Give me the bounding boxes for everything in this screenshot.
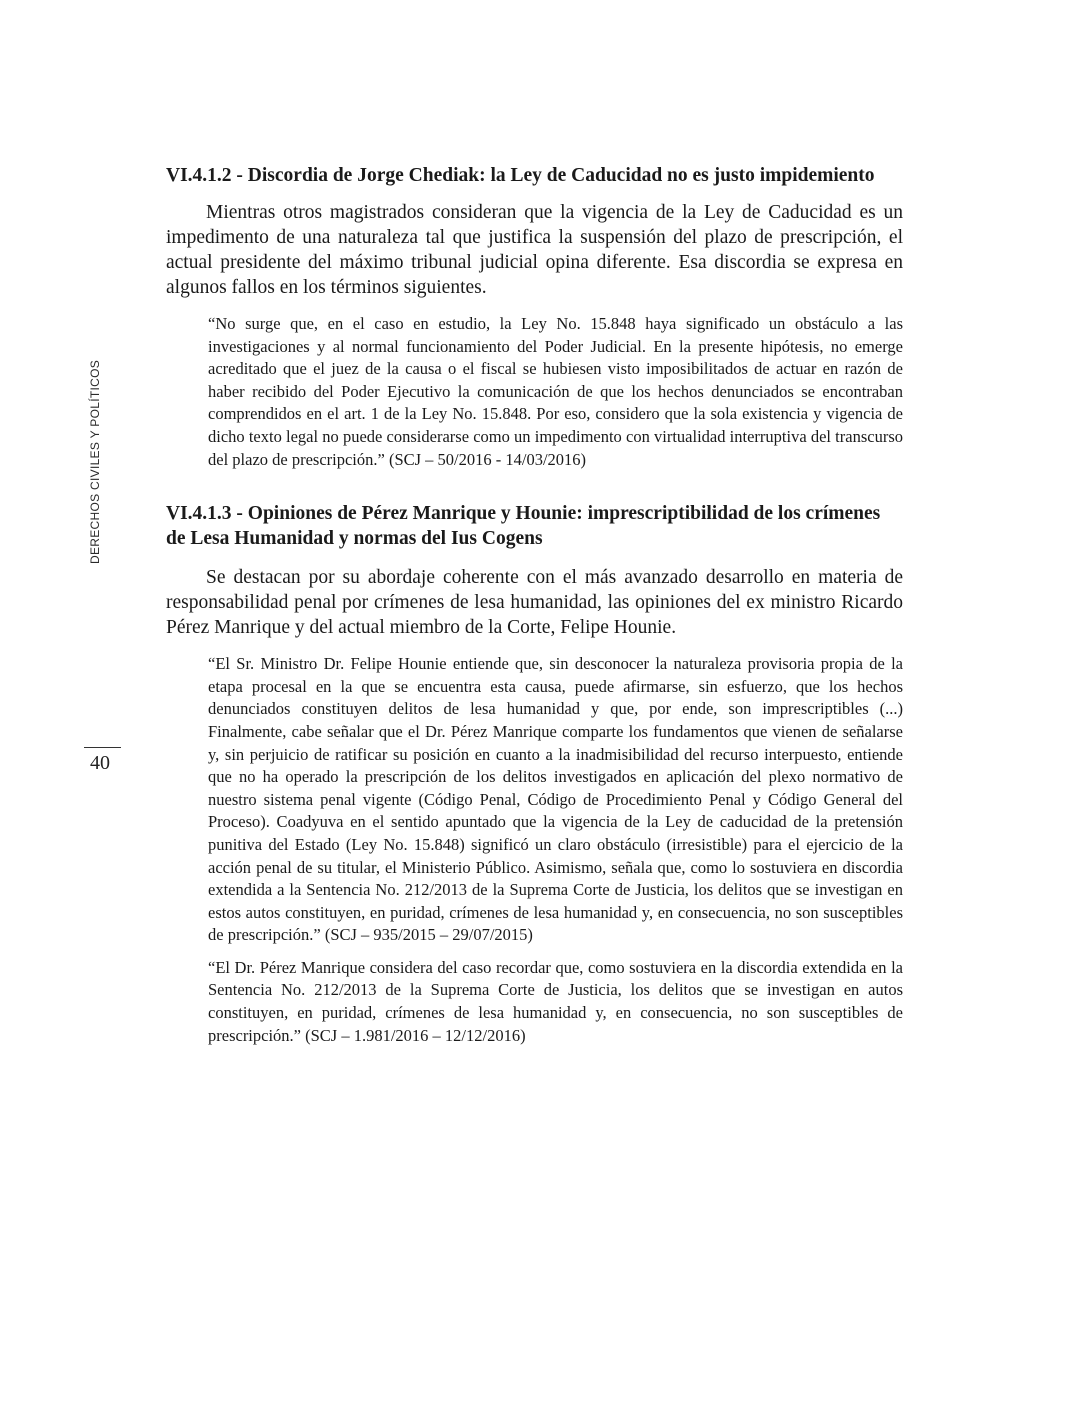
page-number-rule bbox=[84, 747, 121, 748]
page-number: 40 bbox=[90, 752, 110, 774]
body-paragraph-perez-hounie: Se destacan por su abordaje coherente con el más avanzado desarrollo en materia de responsabilidad penal por crímenes de lesa humanidad, las opiniones del ex ministro Ricardo Pérez Manrique y del actual miembro de la Corte, Felipe Hounie. bbox=[166, 567, 903, 639]
block-quote-hounie: “El Sr. Ministro Dr. Felipe Hounie entiende que, sin desconocer la naturaleza provisoria propia de la etapa procesal en la que se encuentra esta causa, puede afirmarse, sin esfuerzo, que los hechos denunciados constituyen delitos de lesa humanidad y que, por ende, son imprescriptibles (...) Finalmente, cabe señalar que el Dr. Pérez Manrique comparte los fundamentos que vienen de señalarse y, sin perjuicio de ratificar su posición en cuanto a la inadmisibilidad del recurso interpuesto, entiende que no ha operado la prescripción de los delitos investigados en aplicación del plexo normativo de nuestro sistema penal vigente (Código Penal, Código de Procedimiento Penal y Código General del Proceso). Coadyuva en el sentido apuntado que la vigencia de la Ley de caducidad de la pretensión punitiva del Estado (Ley No. 15.848) significó un claro obstáculo (irresistible) para el ejercicio de la acción penal de su titular, el Ministerio Público. Asimismo, señala que, como lo sostuviera en discordia extendida a la Sentencia No. 212/2013 de la Suprema Corte de Justicia, los delitos que se investigan en estos autos constituyen, en puridad, crímenes de lesa humanidad y, en consecuencia, no son susceptibles de prescripción.” (SCJ – 935/2015 – 29/07/2015) bbox=[208, 654, 903, 945]
running-title: DERECHOS CIVILES Y POLÍTICOS bbox=[88, 359, 102, 564]
block-quote-perez-manrique: “El Dr. Pérez Manrique considera del caso recordar que, como sostuviera en la discordia extendida en la Sentencia No. 212/2013 de la Suprema Corte de Justicia, los delitos que se investigan en autos constituyen, en puridad, crímenes de lesa humanidad y, en consecuencia, no son susceptibles de prescripción.” (SCJ – 1.981/2016 – 12/12/2016) bbox=[208, 957, 903, 1045]
section-heading-chediak: VI.4.1.2 - Discordia de Jorge Chediak: la Ley de Caducidad no es justo impidemiento bbox=[166, 165, 875, 186]
body-paragraph-chediak: Mientras otros magistrados consideran que la vigencia de la Ley de Caducidad es un impedimento de una naturaleza tal que justifica la suspensión del plazo de prescripción, el actual presidente del máximo tribunal judicial opina diferente. Esa discordia se expresa en algunos fallos en los términos siguientes. bbox=[166, 202, 903, 298]
page-content bbox=[166, 163, 903, 1057]
block-quote-chediak: “No surge que, en el caso en estudio, la Ley No. 15.848 haya significado un obstáculo a las investigaciones y al normal funcionamiento del Poder Judicial. En la presente hipótesis, no emerge acreditado que el juez de la causa o el fiscal se hubiesen visto imposibilitados de actuar en razón de haber recibido del Poder Ejecutivo la comunicación de que los hechos denunciados se encontraban comprendidos en el art. 1 de la Ley No. 15.848. Por eso, considero que la sola existencia y vigencia de dicho texto legal no puede considerarse como un impedimento con virtualidad interruptiva del transcurso del plazo de prescripción.” (SCJ – 50/2016 - 14/03/2016) bbox=[208, 314, 903, 469]
section-heading-perez-hounie: VI.4.1.3 - Opiniones de Pérez Manrique y Hounie: imprescriptibilidad de los crímenes de Lesa Humanidad y normas del Ius Cogens bbox=[166, 503, 881, 550]
